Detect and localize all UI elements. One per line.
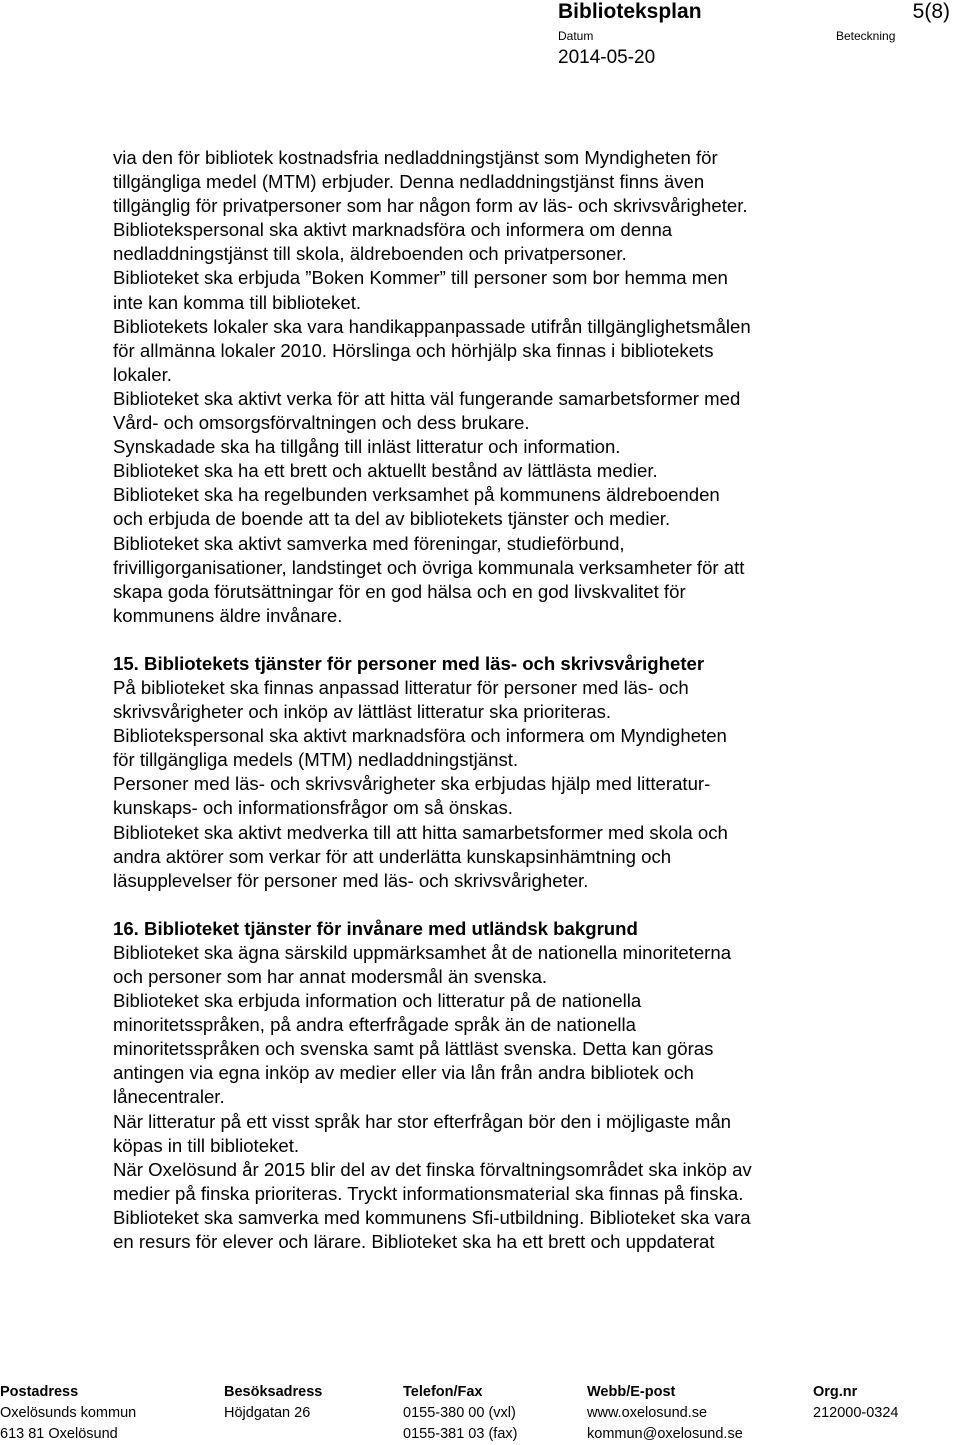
footer-label: Webb/E-post bbox=[587, 1384, 676, 1400]
footer-value: 0155-380 00 (vxl) bbox=[403, 1405, 516, 1421]
text-line: På biblioteket ska finnas anpassad litteratur för personer med läs- och bbox=[113, 676, 689, 698]
section-15-body bbox=[113, 676, 943, 893]
text-line: Biblioteket ska ägna särskild uppmärksamhet åt de nationella minoriteterna bbox=[113, 941, 732, 963]
text-line: andra aktörer som verkar för att underlätta kunskapsinhämtning och bbox=[113, 845, 672, 867]
text-line: kunskaps- och informationsfrågor om så önskas. bbox=[113, 797, 513, 819]
footer-value: 613 81 Oxelösund bbox=[0, 1426, 118, 1442]
text-line: Biblioteket ska erbjuda information och litteratur på de nationella bbox=[113, 990, 642, 1012]
footer-link[interactable]: www.oxelosund.se bbox=[587, 1405, 708, 1421]
text-line: Personer med läs- och skrivsvårigheter ska erbjudas hjälp med litteratur- bbox=[113, 773, 711, 795]
section-15-heading: 15. Bibliotekets tjänster för personer med läs- och skrivsvårigheter bbox=[113, 652, 705, 674]
footer-label: Org.nr bbox=[813, 1384, 858, 1400]
section-16-body bbox=[113, 941, 943, 1254]
text-line: läsupplevelser för personer med läs- och skrivsvårigheter. bbox=[113, 869, 589, 891]
text-line: skapa goda förutsättningar för en god hälsa och en god livskvalitet för bbox=[113, 580, 686, 602]
text-line: Bibliotekets lokaler ska vara handikappanpassade utifrån tillgänglighetsmålen bbox=[113, 315, 751, 337]
footer-value: 212000-0324 bbox=[813, 1405, 899, 1421]
text-line: Biblioteket ska aktivt medverka till att hitta samarbetsformer med skola och bbox=[113, 821, 728, 843]
datum-label: Datum bbox=[558, 29, 594, 43]
text-line: medier på finska prioriteras. Tryckt informationsmaterial ska finnas på finska. bbox=[113, 1182, 744, 1204]
footer-value: Höjdgatan 26 bbox=[224, 1405, 311, 1421]
text-line: för tillgängliga medels (MTM) nedladdningstjänst. bbox=[113, 749, 519, 771]
text-line: Biblioteket ska erbjuda ”Boken Kommer” till personer som bor hemma men bbox=[113, 267, 728, 289]
text-line: Synskadade ska ha tillgång till inläst litteratur och information. bbox=[113, 436, 621, 458]
text-line: Biblioteket ska samverka med kommunens Sfi-utbildning. Biblioteket ska vara bbox=[113, 1206, 751, 1228]
footer-telefon bbox=[403, 1382, 517, 1445]
text-line: Bibliotekspersonal ska aktivt marknadsföra och informera om denna bbox=[113, 219, 673, 241]
text-line: nedladdningstjänst till skola, äldreboenden och privatpersoner. bbox=[113, 243, 627, 265]
text-line: frivilligorganisationer, landstinget och övriga kommunala verksamheter för att bbox=[113, 556, 745, 578]
text-line: antingen via egna inköp av medier eller via lån från andra bibliotek och bbox=[113, 1062, 694, 1084]
footer-value: 0155-381 03 (fax) bbox=[403, 1426, 518, 1442]
text-line: När litteratur på ett visst språk har stor efterfrågan bör den i möjligaste mån bbox=[113, 1110, 731, 1132]
text-line: tillgängliga medel (MTM) erbjuder. Denna nedladdningstjänst finns även bbox=[113, 171, 705, 193]
text-line: köpas in till biblioteket. bbox=[113, 1134, 300, 1156]
footer-link[interactable]: kommun@oxelosund.se bbox=[587, 1426, 743, 1442]
text-line: skrivsvårigheter och inköp av lättläst litteratur ska prioriteras. bbox=[113, 701, 612, 723]
text-line: Biblioteket ska ha ett brett och aktuellt bestånd av lättlästa medier. bbox=[113, 460, 658, 482]
text-line: kommunens äldre invånare. bbox=[113, 604, 343, 626]
footer-besoksadress bbox=[224, 1382, 322, 1424]
beteckning-label: Beteckning bbox=[836, 29, 896, 43]
text-line: för allmänna lokaler 2010. Hörslinga och hörhjälp ska finnas i bibliotekets bbox=[113, 339, 714, 361]
text-line: Biblioteket ska aktivt samverka med föreningar, studieförbund, bbox=[113, 532, 625, 554]
text-line: inte kan komma till biblioteket. bbox=[113, 291, 362, 313]
text-line: lånecentraler. bbox=[113, 1086, 225, 1108]
footer-webb bbox=[587, 1382, 743, 1445]
text-line: minoritetsspråken och svenska samt på lättläst svenska. Detta kan göras bbox=[113, 1038, 714, 1060]
page-number: 5(8) bbox=[912, 0, 950, 23]
document-title: Biblioteksplan bbox=[558, 0, 702, 23]
footer-postadress bbox=[0, 1382, 136, 1445]
section-16-heading: 16. Biblioteket tjänster för invånare med utländsk bakgrund bbox=[113, 917, 638, 939]
footer-value: Oxelösunds kommun bbox=[0, 1405, 137, 1421]
footer-label: Telefon/Fax bbox=[403, 1384, 483, 1400]
document-date: 2014-05-20 bbox=[558, 47, 656, 68]
text-line: och erbjuda de boende att ta del av bibliotekets tjänster och medier. bbox=[113, 508, 671, 530]
text-line: Biblioteket ska aktivt verka för att hitta väl fungerande samarbetsformer med bbox=[113, 387, 741, 409]
paragraph-intro bbox=[113, 146, 943, 628]
text-line: tillgänglig för privatpersoner som har någon form av läs- och skrivsvårigheter. bbox=[113, 195, 748, 217]
footer-orgnr bbox=[813, 1382, 898, 1424]
footer-label: Besöksadress bbox=[224, 1384, 323, 1400]
document-body bbox=[113, 146, 943, 1254]
text-line: minoritetsspråken, på andra efterfrågade språk än de nationella bbox=[113, 1014, 637, 1036]
text-line: Bibliotekspersonal ska aktivt marknadsföra och informera om Myndigheten bbox=[113, 725, 727, 747]
text-line: Biblioteket ska ha regelbunden verksamhet på kommunens äldreboenden bbox=[113, 484, 720, 506]
footer-label: Postadress bbox=[0, 1384, 79, 1400]
text-line: en resurs för elever och lärare. Biblioteket ska ha ett brett och uppdaterat bbox=[113, 1231, 715, 1253]
text-line: När Oxelösund år 2015 blir del av det finska förvaltningsområdet ska inköp av bbox=[113, 1158, 752, 1180]
text-line: via den för bibliotek kostnadsfria nedladdningstjänst som Myndigheten för bbox=[113, 147, 718, 168]
text-line: lokaler. bbox=[113, 363, 172, 385]
text-line: Vård- och omsorgsförvaltningen och dess brukare. bbox=[113, 412, 530, 434]
text-line: och personer som har annat modersmål än svenska. bbox=[113, 966, 548, 987]
